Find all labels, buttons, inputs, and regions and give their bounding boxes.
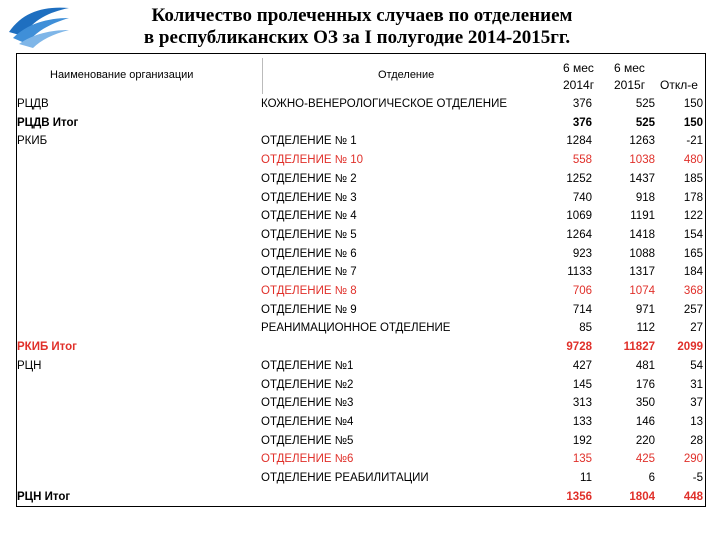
header-org: Наименование организации [50, 69, 194, 81]
title-line-2: в республиканских ОЗ за I полугодие 2014-2015гг. [143, 27, 571, 48]
title-bar [0, 0, 720, 52]
org-cell: РКИБ Итог [17, 341, 77, 354]
org-cell: РЦДВ [17, 98, 49, 110]
value-2014-cell: 740 [572, 191, 592, 204]
deviation-cell: 448 [683, 490, 703, 503]
department-cell: ОТДЕЛЕНИЕ № 1 [261, 135, 357, 148]
deviation-cell: 178 [683, 191, 703, 204]
value-2015-cell: 1191 [630, 210, 655, 223]
org-cell: РЦН [17, 359, 42, 372]
value-2014-cell: 1284 [566, 135, 592, 148]
department-cell: ОТДЕЛЕНИЕ № 3 [261, 191, 357, 204]
table-row [17, 226, 705, 245]
deviation-cell: 2099 [677, 341, 703, 354]
deviation-cell: 13 [690, 415, 703, 428]
deviation-cell: -21 [686, 135, 703, 148]
department-cell: ОТДЕЛЕНИЕ №6 [261, 453, 354, 466]
value-2015-cell: 6 [648, 472, 655, 484]
table-row [17, 301, 705, 320]
org-cell: РЦДВ Итог [17, 116, 79, 129]
title-line-1: Количество пролеченных случаев по отделением [151, 5, 573, 26]
department-cell: ОТДЕЛЕНИЕ № 6 [261, 247, 357, 260]
value-2015-cell: 425 [635, 453, 655, 466]
deviation-cell: 290 [683, 453, 703, 466]
table-row [17, 170, 705, 189]
table-row [17, 394, 705, 413]
department-cell: ОТДЕЛЕНИЕ №1 [261, 359, 354, 372]
value-2015-cell: 1437 [629, 172, 655, 185]
dove-logo-icon [3, 2, 75, 48]
department-cell: РЕАНИМАЦИОННОЕ ОТДЕЛЕНИЕ [261, 322, 451, 335]
deviation-cell: 122 [683, 210, 703, 223]
department-cell: ОТДЕЛЕНИЕ №3 [261, 397, 354, 410]
value-2014-cell: 9728 [566, 341, 592, 354]
value-2015-cell: 350 [635, 397, 655, 410]
department-cell: ОТДЕЛЕНИЕ № 8 [261, 285, 357, 297]
department-cell: ОТДЕЛЕНИЕ № 7 [261, 266, 357, 279]
deviation-cell: 28 [690, 434, 703, 447]
table-row [17, 282, 705, 301]
value-2015-cell: 525 [635, 116, 655, 129]
value-2015-cell: 1074 [629, 285, 655, 297]
value-2014-cell: 85 [579, 322, 592, 335]
page-title [82, 5, 642, 49]
deviation-cell: 27 [690, 322, 703, 335]
department-cell: ОТДЕЛЕНИЕ № 4 [261, 210, 357, 223]
deviation-cell: 480 [683, 154, 703, 167]
table-row [17, 319, 705, 338]
table-row [17, 245, 705, 264]
value-2014-cell: 135 [572, 453, 592, 466]
value-2014-cell: 376 [572, 116, 592, 129]
value-2015-cell: 1088 [629, 247, 655, 260]
header-col-b-line1: 6 мес [614, 61, 645, 75]
table-row [17, 413, 705, 432]
department-cell: КОЖНО-ВЕНЕРОЛОГИЧЕСКОЕ ОТДЕЛЕНИЕ [261, 98, 508, 110]
value-2014-cell: 1133 [567, 266, 592, 279]
table-row [17, 450, 705, 469]
header-divider [262, 58, 263, 94]
value-2014-cell: 1069 [566, 210, 592, 223]
department-cell: ОТДЕЛЕНИЕ № 10 [261, 154, 364, 167]
department-cell: ОТДЕЛЕНИЕ №5 [261, 434, 354, 447]
deviation-cell: 368 [683, 285, 703, 297]
value-2015-cell: 11827 [623, 341, 655, 354]
value-2014-cell: 11 [580, 472, 592, 484]
deviation-cell: 165 [683, 247, 703, 260]
table-row [17, 376, 705, 395]
org-cell: РЦН Итог [17, 490, 71, 503]
value-2015-cell: 1804 [629, 490, 655, 503]
deviation-cell: 185 [683, 172, 703, 185]
value-2015-cell: 918 [635, 191, 655, 204]
table-row [17, 432, 705, 451]
value-2014-cell: 313 [572, 397, 592, 410]
value-2014-cell: 1264 [566, 228, 592, 241]
value-2014-cell: 558 [572, 154, 592, 167]
table-row [17, 132, 705, 151]
department-cell: ОТДЕЛЕНИЕ № 9 [261, 303, 357, 316]
value-2014-cell: 714 [572, 303, 592, 316]
deviation-cell: 150 [683, 98, 703, 110]
table-row [17, 469, 705, 488]
table-row [17, 488, 705, 507]
header-dept: Отделение [378, 69, 435, 81]
value-2014-cell: 427 [572, 359, 592, 372]
header-col-a-line2: 2014г [563, 78, 595, 92]
table-row [17, 95, 705, 114]
table-row [17, 207, 705, 226]
value-2015-cell: 1418 [629, 228, 655, 241]
department-cell: ОТДЕЛЕНИЕ РЕАБИЛИТАЦИИ [261, 472, 429, 484]
value-2014-cell: 376 [572, 98, 592, 110]
header-col-a-line1: 6 мес [563, 61, 594, 75]
value-2014-cell: 133 [572, 415, 592, 428]
table-row [17, 338, 705, 357]
value-2014-cell: 706 [572, 285, 592, 297]
table-row [17, 263, 705, 282]
department-cell: ОТДЕЛЕНИЕ №4 [261, 415, 354, 428]
deviation-cell: 37 [690, 397, 703, 410]
table-row [17, 357, 705, 376]
value-2015-cell: 176 [635, 378, 655, 391]
deviation-cell: 154 [683, 228, 703, 241]
deviation-cell: 31 [690, 378, 703, 391]
value-2015-cell: 1263 [629, 135, 655, 148]
value-2014-cell: 1252 [566, 172, 592, 185]
deviation-cell: 257 [683, 303, 703, 316]
value-2015-cell: 112 [636, 322, 655, 335]
value-2014-cell: 192 [572, 434, 592, 447]
header-col-c: Откл-е [660, 78, 698, 92]
value-2015-cell: 146 [635, 415, 655, 428]
value-2015-cell: 481 [635, 359, 655, 372]
department-cell: ОТДЕЛЕНИЕ №2 [261, 378, 354, 391]
org-cell: РКИБ [17, 135, 48, 148]
table-row [17, 114, 705, 133]
deviation-cell: 184 [683, 266, 703, 279]
department-cell: ОТДЕЛЕНИЕ № 2 [261, 172, 357, 185]
deviation-cell: 150 [683, 116, 703, 129]
value-2014-cell: 145 [572, 378, 592, 391]
value-2015-cell: 971 [635, 303, 655, 316]
value-2014-cell: 1356 [566, 490, 592, 503]
value-2015-cell: 525 [635, 98, 655, 110]
value-2015-cell: 220 [635, 434, 655, 447]
table-row [17, 151, 705, 170]
value-2015-cell: 1317 [629, 266, 655, 279]
table-row [17, 189, 705, 208]
value-2014-cell: 923 [572, 247, 592, 260]
value-2015-cell: 1038 [629, 154, 655, 167]
deviation-cell: -5 [692, 472, 703, 484]
deviation-cell: 54 [690, 359, 703, 372]
department-cell: ОТДЕЛЕНИЕ № 5 [261, 228, 357, 241]
header-col-b-line2: 2015г [614, 78, 646, 92]
